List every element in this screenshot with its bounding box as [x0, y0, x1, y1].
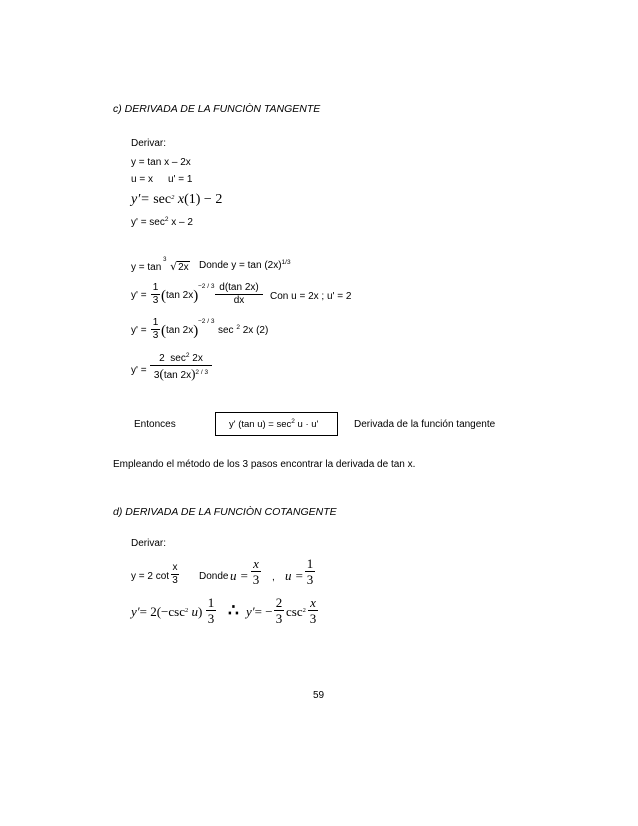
equation-y-tan-cuberoot: y = tan 3 √2x [131, 257, 189, 273]
tangent-formula: y' (tan $u) = \sec^2 u \cdot u'$ [229, 418, 319, 430]
equation-yprime-result: $y' = \sec^2 x - 2$ [131, 216, 193, 228]
entonces-label: Entonces [134, 419, 176, 430]
section-c-heading: c) DERIVADA DE LA FUNCIÒN TANGENTE [113, 103, 321, 115]
cot-result-2-coef: 2 3 [275, 595, 283, 626]
step1-dfrac: d(tan 2x) dx [215, 283, 263, 306]
du-frac: 1 3 [306, 556, 314, 587]
donde-y-tan: Donde $y = \tan (2x)^{1/3}$ [199, 259, 291, 271]
therefore-symbol: ∴ [228, 601, 239, 621]
tangent-formula-box [215, 412, 338, 436]
equation-u: u = x [131, 174, 153, 185]
step2-body: (tan 2x) [161, 323, 199, 339]
equation-y-tan: y = tan x – 2x [131, 157, 191, 168]
equation-yprime-sec: $y'= \sec^2 x(1) - 2$ [131, 192, 223, 207]
step3-frac: 2 $\sec^2 2x$ 3(tan 2x)$^{2 / 3}$ [150, 354, 212, 381]
step2-exp: −2 / 3 [198, 318, 215, 325]
step3-lhs: y' = [131, 365, 147, 376]
cot-result-2: y′= − [246, 604, 273, 619]
step1-lhs: y' = [131, 290, 147, 301]
du-equals: u = [285, 568, 304, 583]
cot-arg-frac: x 3 [172, 562, 178, 586]
derivar-label-c: Derivar: [131, 138, 167, 149]
step2-lhs: y' = [131, 325, 147, 336]
step1-body: (tan 2x) [161, 288, 199, 304]
u-equals: u = [230, 568, 249, 583]
step1-exp: −2 / 3 [198, 283, 215, 290]
equation-du: u' = 1 [168, 174, 193, 185]
page-number: 59 [313, 690, 325, 701]
step1-con: Con u = 2x ; u' = 2 [270, 291, 352, 302]
comma: , [272, 572, 275, 583]
derivar-label-d: Derivar: [131, 538, 167, 549]
instruction-text: Empleando el método de los 3 pasos encontrar la derivada de tan x. [113, 459, 416, 470]
cot-result-2-frac: x 3 [309, 595, 317, 626]
section-d-heading: d) DERIVADA DE LA FUNCIÒN COTANGENTE [113, 506, 337, 518]
yprime-symbol: y′= [131, 192, 154, 207]
donde-label-d: Donde [199, 571, 229, 582]
cot-result-1-frac: 1 3 [207, 595, 215, 626]
u-frac: x 3 [252, 556, 260, 587]
step2-rest: sec $^2$ 2x (2) [218, 324, 269, 336]
equation-y-cot: y = 2 cot [131, 571, 170, 582]
step1-coef: 1 3 [152, 282, 159, 306]
sec-text: sec [153, 192, 172, 207]
step2-coef: 1 3 [152, 317, 159, 341]
cot-result-2-csc: $\csc^2$ [286, 604, 306, 619]
tangent-derivative-label: Derivada de la función tangente [354, 419, 496, 430]
cot-result-1: $y'= 2(-\csc^2$ u) [131, 604, 203, 619]
